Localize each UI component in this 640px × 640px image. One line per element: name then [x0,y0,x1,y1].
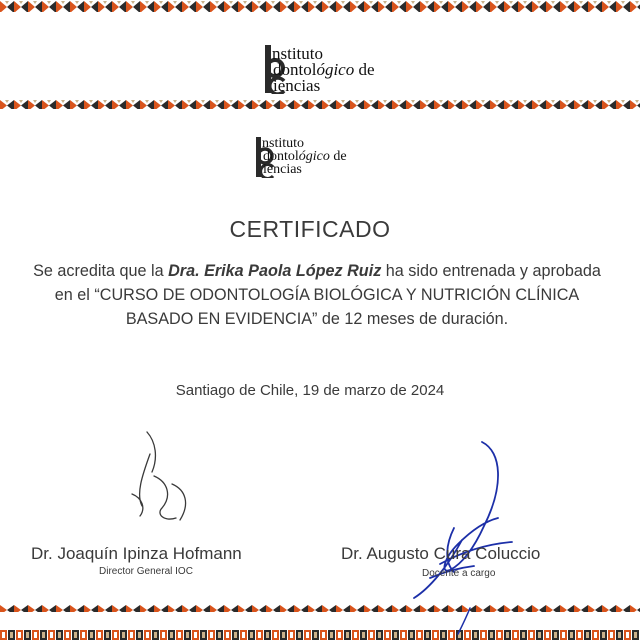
certificate-title: CERTIFICADO [229,216,391,242]
signature-1-name: Dr. Joaquín Ipinza Hofmann [31,544,242,563]
logo-line-instituto: nstituto [272,44,324,63]
certificate-logo [254,136,404,180]
logo-line-odontologico: dontológico de [273,60,375,79]
signature-1-role: Director General IOC [99,566,193,577]
signature-2-handwriting [400,438,550,638]
top-decorative-border [0,0,640,12]
place-and-date: Santiago de Chile, 19 de marzo de 2024 [175,382,445,399]
course-description: ha sido entrenada y aprobada en el “CURSO DE ODONTOLOGÍA BIOLÓGICA Y NUTRICIÓN CLÍNICA BASADO EN EVIDENCIA” de 12 meses de duración. [54,262,601,328]
certificate-body [22,259,612,331]
signature-2-name: Dr. Augusto Cura Coluccio [341,544,541,563]
signature-2-role: Docente a cargo [422,568,496,579]
logo-line-ciencias: iencias [263,162,302,177]
intro-text: Se acredita que la [33,262,169,280]
logo-line-ciencias: iencias [273,76,321,95]
signature-1-handwriting [112,424,232,534]
header-logo [262,44,442,96]
logo-line-odontologico: dontológico de [263,149,347,164]
logo-line-instituto: nstituto [262,136,305,151]
header-divider-border [0,98,640,109]
recipient-name: Dra. Erika Paola López Ruiz [168,262,382,280]
